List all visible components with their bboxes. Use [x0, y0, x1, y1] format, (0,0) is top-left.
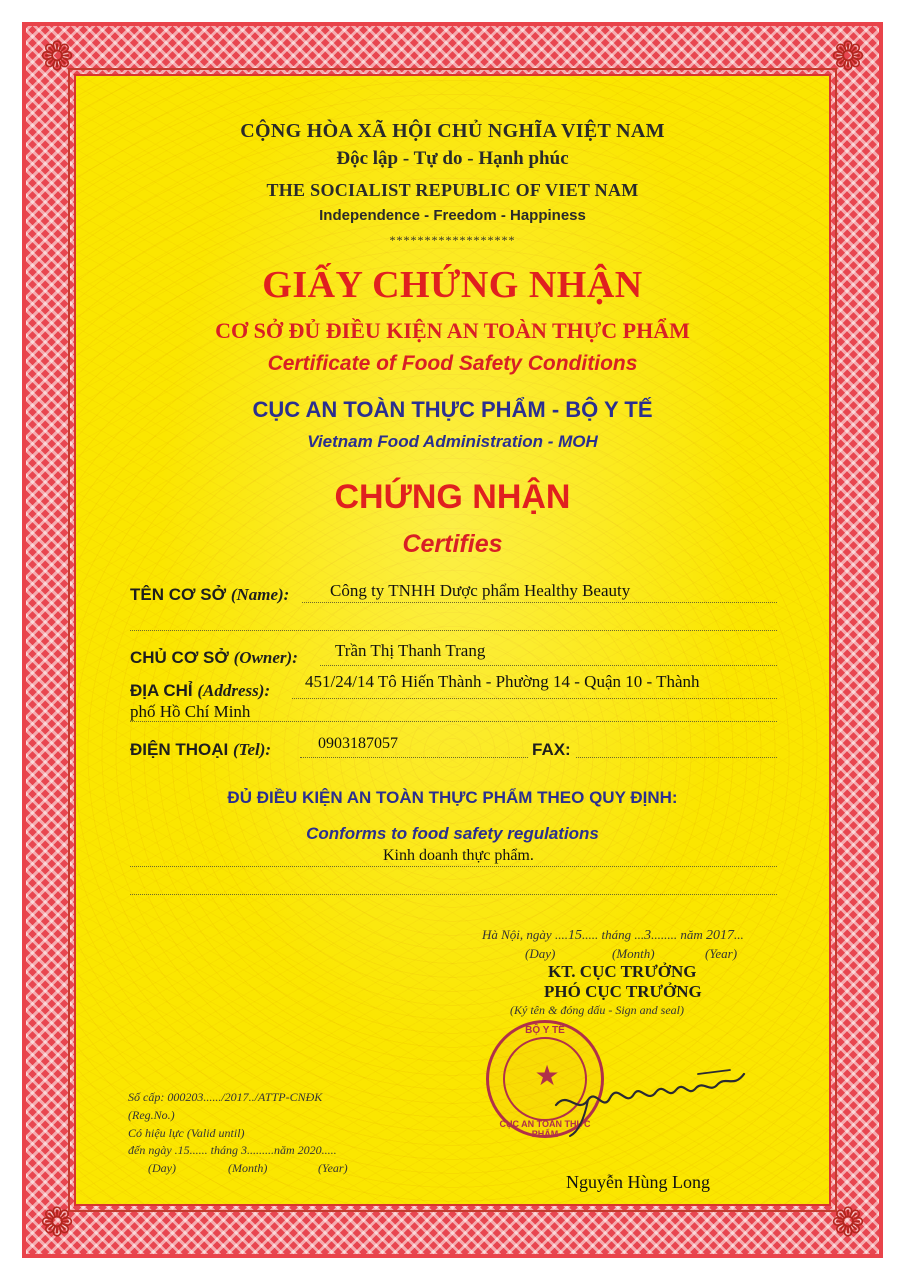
owner-value: Trần Thị Thanh Trang	[335, 641, 486, 660]
phone-value: 0903187057	[318, 735, 398, 752]
corner-ornament-icon: ❁	[831, 1200, 865, 1245]
certificate-subtitle-en: Certificate of Food Safety Conditions	[267, 352, 638, 375]
address-value-line2: phố Hồ Chí Minh	[130, 702, 251, 721]
name-dotted-line-2	[130, 630, 777, 631]
business-name-value: Công ty TNHH Dược phẩm Healthy Beauty	[330, 581, 631, 600]
certifies-heading-vn: CHỨNG NHẬN	[334, 478, 571, 516]
conditions-heading-en: Conforms to food safety regulations	[306, 824, 599, 843]
name-label: TÊN CƠ SỞ (Name):	[130, 585, 290, 604]
conditions-dotted-line	[130, 866, 777, 867]
address-value-line1: 451/24/14 Tô Hiến Thành - Phường 14 - Quận 10 - Thành	[305, 672, 700, 691]
valid-year-en: (Year)	[318, 1161, 348, 1175]
signatory-title-1: KT. CỤC TRƯỞNG	[548, 962, 697, 981]
star-icon: ★	[534, 1061, 560, 1092]
corner-ornament-icon: ❁	[40, 1200, 74, 1245]
valid-until-date: đến ngày .15...... tháng 3.........năm 2020.....	[128, 1143, 337, 1157]
address-label: ĐỊA CHỈ (Address):	[130, 681, 271, 700]
issue-day-en: (Day)	[525, 946, 556, 961]
valid-day-en: (Day)	[148, 1161, 176, 1175]
conditions-dotted-line-2	[130, 894, 777, 895]
official-seal: BỘ Y TẾ ★ CỤC AN TOÀN THỰC PHẨM	[486, 1020, 604, 1138]
issuing-agency-en: Vietnam Food Administration - MOH	[307, 432, 598, 451]
issuing-agency-vn: CỤC AN TOÀN THỰC PHẨM - BỘ Y TẾ	[252, 397, 653, 422]
issue-year-en: (Year)	[705, 946, 738, 961]
name-dotted-line	[302, 602, 777, 603]
phone-dotted-line	[300, 757, 528, 758]
valid-until-label: Có hiệu lực (Valid until)	[128, 1126, 245, 1140]
conditions-heading-vn: ĐỦ ĐIỀU KIỆN AN TOÀN THỰC PHẨM THEO QUY ĐỊNH:	[227, 788, 678, 807]
owner-dotted-line	[320, 665, 777, 666]
separator-stars: ******************	[389, 233, 516, 247]
issue-date: Hà Nội, ngày ....15..... tháng ...3........ năm 2017...	[482, 927, 744, 943]
certificate-subtitle-vn: CƠ SỞ ĐỦ ĐIỀU KIỆN AN TOÀN THỰC PHẨM	[215, 318, 690, 343]
valid-month-en: (Month)	[228, 1161, 268, 1175]
corner-ornament-icon: ❁	[831, 34, 865, 79]
handwritten-signature	[548, 1060, 768, 1140]
owner-label: CHỦ CƠ SỞ (Owner):	[130, 648, 298, 667]
motto-en: Independence - Freedom - Happiness	[319, 207, 586, 224]
address-dotted-line	[292, 698, 777, 699]
fax-dotted-line	[576, 757, 777, 758]
signatory-name: Nguyễn Hùng Long	[566, 1172, 710, 1192]
issue-month-en: (Month)	[612, 946, 655, 961]
sign-note: (Ký tên & đóng dấu - Sign and seal)	[510, 1003, 684, 1017]
fax-label: FAX:	[532, 740, 571, 759]
conditions-value: Kinh doanh thực phẩm.	[383, 847, 534, 864]
corner-ornament-icon: ❁	[40, 34, 74, 79]
phone-label: ĐIỆN THOẠI (Tel):	[130, 740, 272, 759]
signatory-title-2: PHÓ CỤC TRƯỞNG	[544, 982, 702, 1001]
reg-no-en: (Reg.No.)	[128, 1108, 175, 1122]
country-name-vn: CỘNG HÒA XÃ HỘI CHỦ NGHĨA VIỆT NAM	[240, 120, 665, 142]
certifies-heading-en: Certifies	[402, 530, 503, 558]
country-name-en: THE SOCIALIST REPUBLIC OF VIET NAM	[266, 180, 639, 200]
registration-number: Số cấp: 000203....../2017../ATTP-CNĐK	[128, 1090, 323, 1104]
certificate-title: GIẤY CHỨNG NHẬN	[262, 264, 643, 306]
motto-vn: Độc lập - Tự do - Hạnh phúc	[336, 148, 569, 169]
